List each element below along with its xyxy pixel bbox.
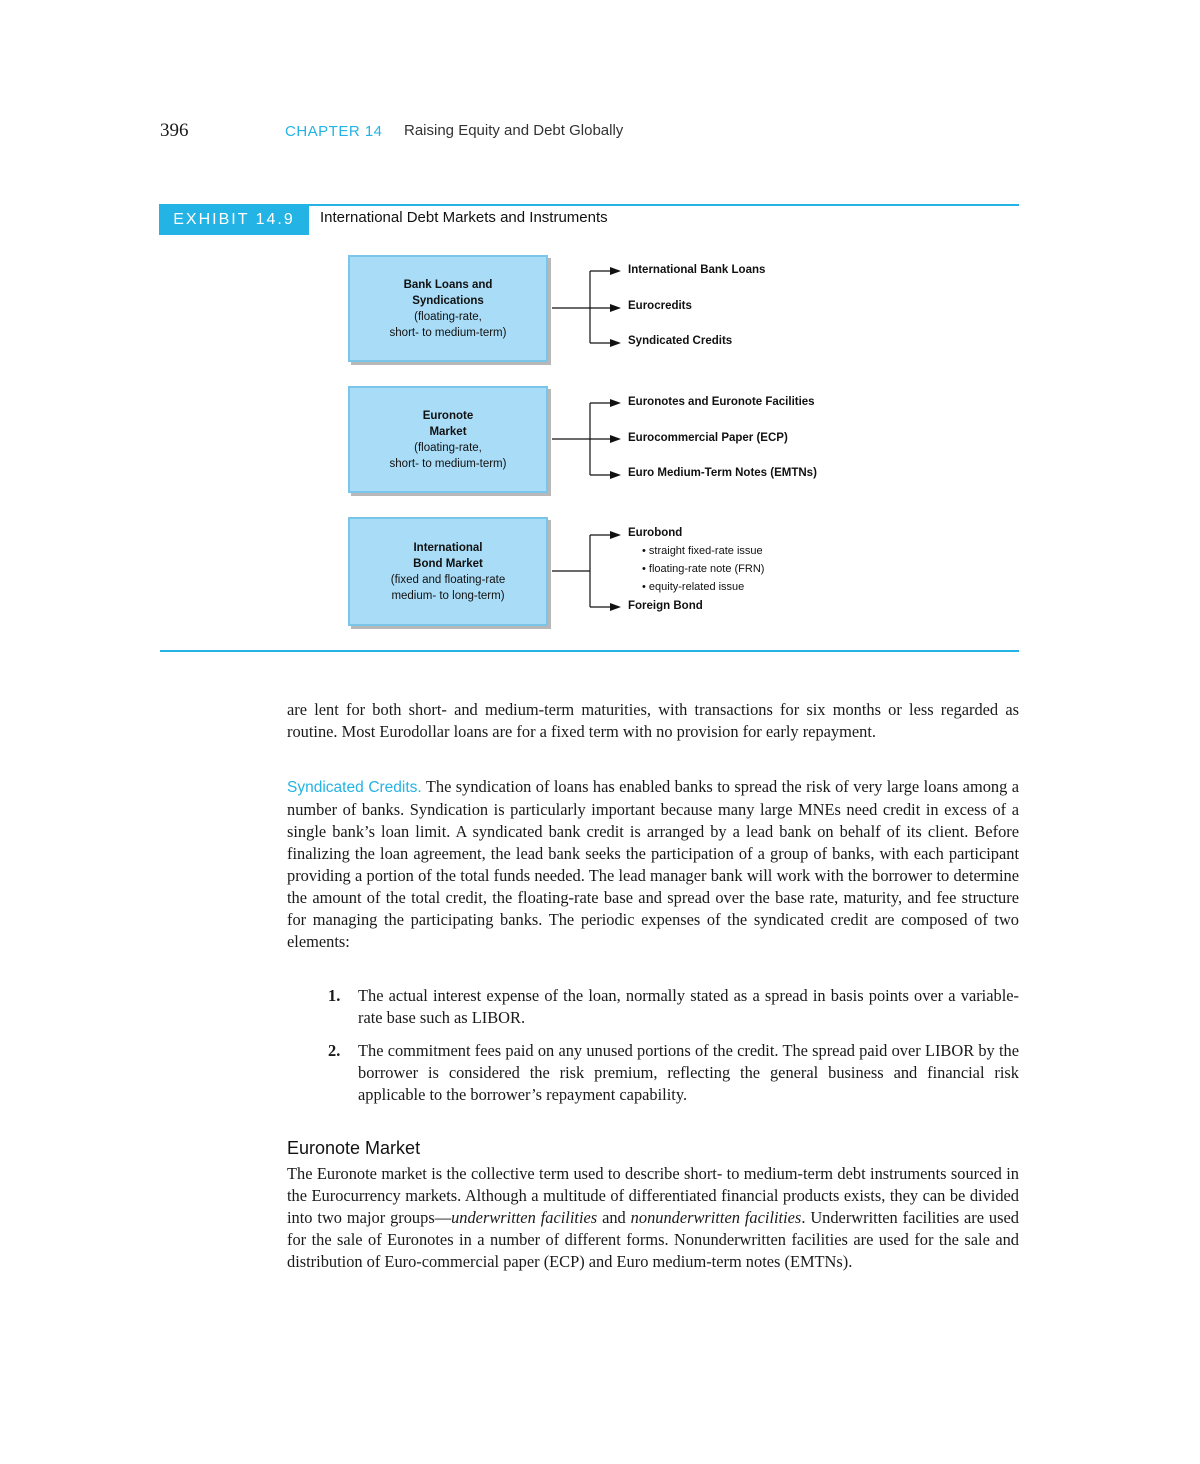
box-bank-loans-title: Bank Loans and Syndications [403, 278, 493, 307]
page-number: 396 [160, 120, 189, 141]
eurobond-subtype: • equity-related issue [642, 581, 745, 593]
text-run: The Euronote market is the collective term used to describe short- to medium-term debt instruments sourced in the Eurocurrency markets. Although a multitude of differentiated financial products exists, they can be divided into two major groups— [287, 1164, 1019, 1227]
text-run: . Underwritten facilities are used for the sale of Euronotes in a number of different forms. Nonunderwritten facilities are used for the sale and distribution of Euro-commercial paper (ECP) and Euro medium-term notes (EMTNs). [287, 1208, 1019, 1271]
list-item [328, 985, 1019, 1029]
box-bank-loans [348, 255, 548, 362]
emphasis-nonunderwritten: nonunderwritten facilities [630, 1208, 802, 1227]
instrument-label: Eurocredits [628, 300, 692, 312]
chapter-label: CHAPTER 14 [285, 123, 383, 140]
exhibit-bottom-rule [160, 650, 1019, 652]
list-text: The actual interest expense of the loan, normally stated as a spread in basis points over a variable-rate base such as LIBOR. [358, 986, 1019, 1027]
instrument-label: Euronotes and Euronote Facilities [628, 396, 815, 408]
euronote-paragraph [287, 1163, 1019, 1273]
box-bond-title: International Bond Market [413, 541, 483, 570]
eurobond-subtype: • straight fixed-rate issue [642, 545, 763, 557]
instrument-label: International Bank Loans [628, 264, 766, 276]
instrument-label: Syndicated Credits [628, 335, 733, 347]
box-bond-detail: (fixed and floating-rate medium- to long-term) [390, 573, 506, 602]
emphasis-underwritten: underwritten facilities [451, 1208, 598, 1227]
syndicated-credits-heading: Syndicated Credits. [287, 779, 422, 796]
exhibit-label: EXHIBIT 14.9 [159, 204, 309, 235]
text-run: and [597, 1208, 631, 1227]
instrument-label: Eurobond [628, 527, 683, 539]
list-number: 1. [328, 986, 341, 1005]
instrument-label: Eurocommercial Paper (ECP) [628, 432, 788, 444]
body-paragraph: are lent for both short- and medium-term maturities, with transactions for six months or less regarded as routine. Most Eurodollar loans are for a fixed term with no provision for early repayment. [287, 700, 1019, 741]
box-international-bond [348, 517, 548, 626]
list-number: 2. [328, 1041, 341, 1060]
list-item [328, 1040, 1019, 1106]
box-euronote-market [348, 386, 548, 493]
box-bank-loans-detail: (floating-rate, short- to medium-term) [389, 310, 507, 339]
instrument-label: Euro Medium-Term Notes (EMTNs) [628, 467, 817, 479]
chapter-title: Raising Equity and Debt Globally [404, 122, 624, 139]
syndicated-credits-text: The syndication of loans has enabled banks to spread the risk of very large loans among a number of banks. Syndication is particularly important because many large MNEs need credit in excess of a single bank’s loan limit. A syndicated bank credit is arranged by a lead bank on behalf of its client. Before finalizing the loan agreement, the lead bank seeks the participation of a group of banks, with each participant providing a portion of the total funds needed. The lead manager bank will work with the borrower to determine the amount of the total credit, the floating-rate base and spread over the base rate, maturity, and fee structure for managing the participating banks. The periodic expenses of the syndicated credit are composed of two elements: [287, 777, 1019, 951]
instrument-label: Foreign Bond [628, 600, 703, 612]
box-euronote-detail: (floating-rate, short- to medium-term) [389, 441, 507, 470]
exhibit-title: International Debt Markets and Instruments [320, 209, 608, 226]
eurobond-subtype: • floating-rate note (FRN) [642, 563, 765, 575]
syndicated-credits-paragraph [287, 776, 1019, 953]
section-heading: Euronote Market [287, 1138, 421, 1158]
box-euronote-title: Euronote Market [422, 409, 474, 438]
list-text: The commitment fees paid on any unused portions of the credit. The spread paid over LIBOR by the borrower is considered the risk premium, reflecting the general business and financial risk applicable to the borrower’s repayment capability. [358, 1041, 1019, 1104]
